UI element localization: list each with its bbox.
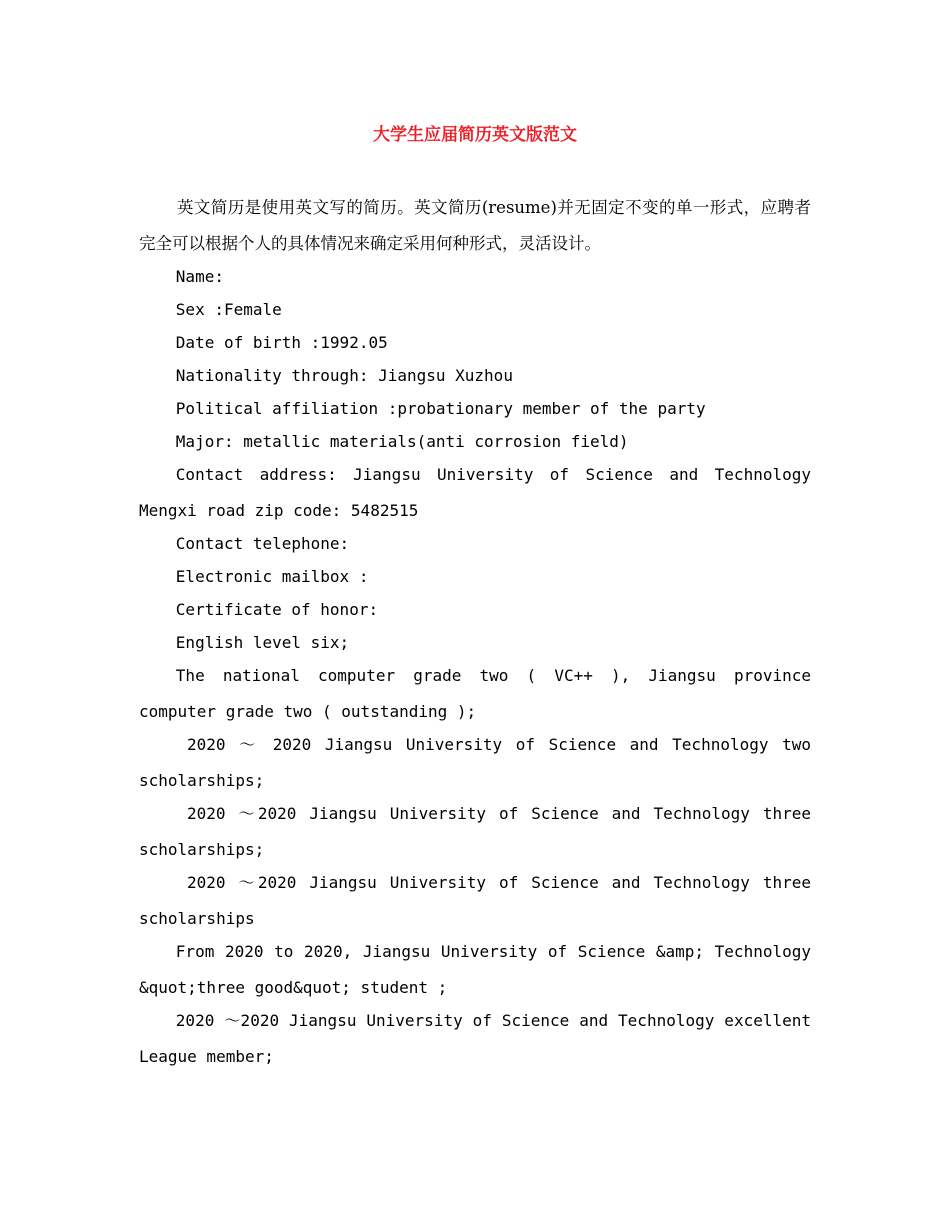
line-sex: Sex :Female	[175, 300, 282, 319]
line-three-good-student: From 2020 to 2020, Jiangsu University of Science &amp; Technology &quot;three good&quot; student ;	[139, 942, 811, 997]
line-computer-grade: The national computer grade two ( VC++ ), Jiangsu province computer grade two ( outstanding );	[139, 666, 811, 721]
line-date-of-birth: Date of birth :1992.05	[175, 333, 388, 352]
line-certificate-of-honor: Certificate of honor:	[175, 600, 379, 619]
line-scholarship-three-b: 2020 ～2020 Jiangsu University of Science and Technology three scholarships	[139, 873, 811, 928]
line-contact-telephone: Contact telephone:	[175, 534, 350, 553]
line-name: Name:	[175, 267, 224, 286]
line-nationality: Nationality through: Jiangsu Xuzhou	[175, 366, 513, 385]
line-english-level: English level six;	[175, 633, 350, 652]
document-title: 大学生应届简历英文版范文	[373, 125, 577, 145]
line-political-affiliation: Political affiliation :probationary member of the party	[175, 399, 706, 418]
line-scholarship-two: 2020 ～ 2020 Jiangsu University of Science and Technology two scholarships;	[139, 735, 811, 790]
line-major: Major: metallic materials(anti corrosion field)	[175, 432, 629, 451]
line-electronic-mailbox: Electronic mailbox :	[175, 567, 369, 586]
line-league-member: 2020 ～2020 Jiangsu University of Science and Technology excellent League member;	[139, 1011, 811, 1066]
line-scholarship-three-a: 2020 ～2020 Jiangsu University of Science and Technology three scholarships;	[139, 804, 811, 859]
intro-paragraph: 英文简历是使用英文写的简历。英文简历(resume)并无固定不变的单一形式，应聘者完全可以根据个人的具体情况来确定采用何种形式，灵活设计。	[139, 198, 811, 253]
line-contact-address: Contact address: Jiangsu University of Science and Technology Mengxi road zip code: 5482515	[139, 465, 811, 520]
document-body	[139, 190, 811, 1072]
